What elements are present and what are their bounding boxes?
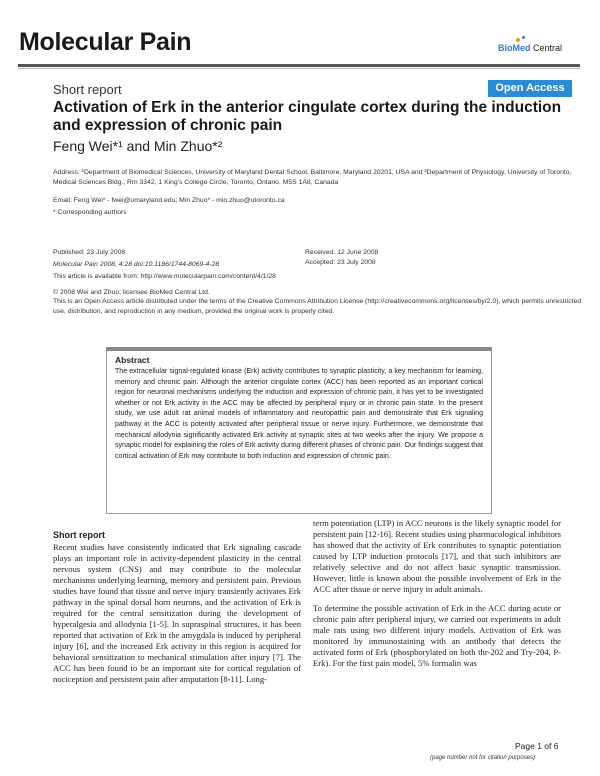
accepted-date: Accepted: 23 July 2008 (305, 259, 376, 266)
logo-dot-icon (516, 38, 520, 42)
article-title: Activation of Erk in the anterior cingulate cortex during the induction and expression of chronic pain (53, 99, 562, 134)
citation-line: Molecular Pain 2008, 4:28 doi:10.1186/1744-8069-4-28 (53, 261, 220, 268)
received-date: Received: 12 June 2008 (305, 249, 379, 256)
author-email: Email: Feng Wei* - fwei@umaryland.edu; Min Zhuo* - min.zhuo@utoronto.ca (53, 197, 285, 204)
corresponding-note: * Corresponding authors (53, 209, 127, 216)
body-paragraph: Recent studies have consistently indicated that Erk signaling cascade plays an important role in activity-dependent plasticity in the central nervous system (CNS) and may contribute to the molecular mechanisms underlying learning, memory and persistent pain. Previous studies have found that tissue and nerve injury transiently activates Erk pathway in the spinal dorsal horn neurons, and the activation of Erk is required for the central sensitization during the development of hyperalgesia and allodynia [1-5]. In supraspinal structures, it has been reported that activation of Erk in the amygdala is induced by peripheral injury [6], and the increased Erk activity in this region is acquired for behavioral sensitization to mechanical stimulation after injury [7]. The ACC has been found to be an important site for cortical regulation of nociception and persistent pain after amputation [8-11]. Long- (53, 542, 301, 684)
article-authors: Feng Wei*¹ and Min Zhuo*² (53, 138, 223, 154)
publisher-logo (498, 43, 562, 53)
journal-title: Molecular Pain (19, 28, 192, 56)
section-heading: Short report (53, 530, 106, 540)
publisher-suffix: Central (530, 43, 563, 53)
logo-dot-icon (522, 36, 525, 39)
license-text: This is an Open Access article distributed under the terms of the Creative Commons Attribution License (http://creativecommons.org/licenses/by/2.0), which permits unrestricted use, distribution, and reproduction in any medium, provided the original work is properly cited. (53, 298, 582, 315)
header-rule (18, 64, 580, 67)
article-url[interactable]: This article is available from: http://www.molecularpain.com/content/4/1/28 (53, 273, 276, 280)
footer-note: (page number not for citation purposes) (430, 755, 536, 761)
abstract-heading: Abstract (115, 355, 150, 365)
published-date: Published: 23 July 2008 (53, 249, 126, 256)
open-access-badge: Open Access (488, 80, 572, 97)
body-paragraph: To determine the possible activation of Erk in the ACC during acute or chronic pain after peripheral injury, we carried out experiments in adult male rats using two different injury models. Activation of Erk was monitored by immunostaining with an antibody that detects the activated form of Erk (phosphorylated on both thr-202 and Try-204, P-Erk). For the first pain model, 5% formalin was (313, 603, 561, 668)
page-number: Page 1 of 6 (515, 741, 559, 751)
header-rule-thin (18, 68, 580, 69)
author-address: Address: ¹Department of Biomedical Sciences, University of Maryland Dental School, Baltimore, Maryland 20201, USA and ²Department of Physiology, University of Toronto, Medical Sciences Bldg., Rm 3342, 1 King's College Circle, Toronto, Ontario, M5S 1A8, Canada (53, 169, 572, 186)
body-paragraph: term potentiation (LTP) in ACC neurons is the likely synaptic model for persistent pain [12-16]. Recent studies using pharmacological inhibitors has showed that the activity of Erk contributes to synaptic potentiation caused by LTP induction protocols [17], and that such inhibitors are relatively selective and do not affect basic synaptic transmission. However, little is known about the possible involvement of Erk in the ACC after tissue or nerve injury in adult animals. (313, 518, 561, 594)
body-column-left (53, 530, 301, 693)
body-column-right (313, 518, 561, 677)
copyright-line: © 2008 Wei and Zhuo; licensee BioMed Central Ltd. (53, 289, 210, 296)
publisher-mid: Med (512, 43, 531, 53)
abstract-box (106, 347, 492, 514)
publisher-prefix: Bio (498, 43, 513, 53)
article-type: Short report (53, 82, 122, 97)
abstract-text: The extracellular signal-regulated kinase (Erk) activity contributes to synaptic plasticity, a key mechanism for learning, memory and chronic pain. Although the anterior cingulate cortex (ACC) has been reported as an important cortical region for neuronal mechanisms underlying the induction and expression of chronic pain, it has yet to be investigated whether or not Erk activity in the ACC may be affected by peripheral injury or in chronic pain state. In the present study, we use adult rat animal models of inflammatory and neuropathic pain and demonstrate that Erk signaling pathway in the ACC is potently activated after peripheral tissue or nerve injury. Furthermore, we demonstrate that mechanical allodynia significantly activated Erk activity at synaptic sites at two weeks after the injury. We propose a synaptic model for explaining the roles of Erk activity during different phases of chronic pain. Our findings suggest that cortical activation of Erk may contribute to both induction and expression of chronic pain. (115, 368, 483, 460)
